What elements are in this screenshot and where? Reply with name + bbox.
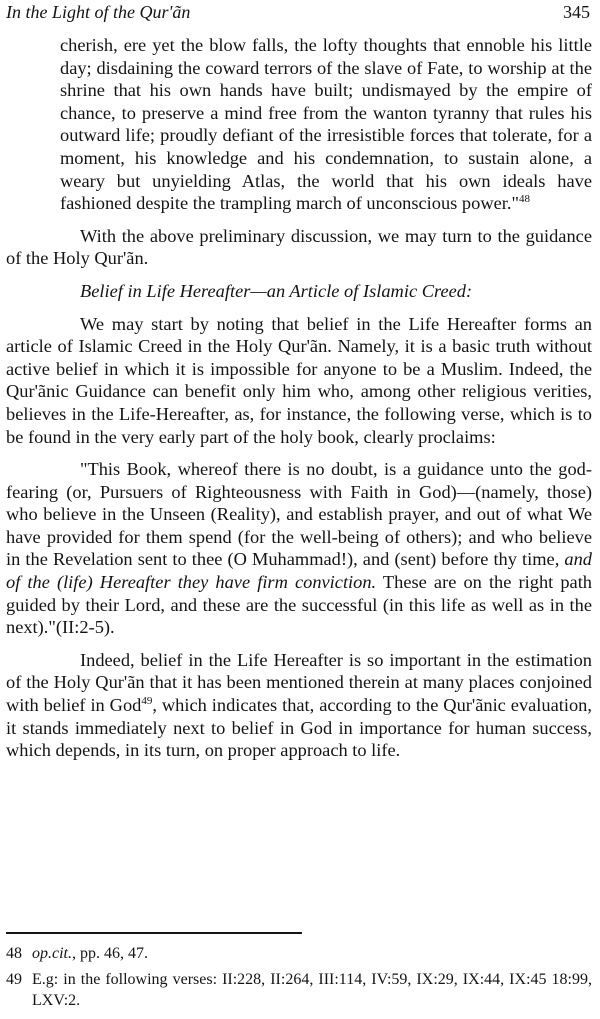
footnote-body: , pp. 46, 47. bbox=[72, 945, 148, 962]
footnote-49 bbox=[6, 969, 592, 1011]
footnote-rule bbox=[6, 932, 302, 934]
paragraph-transition: With the above preliminary discussion, we may turn to the guidance of the Holy Qur'ãn. bbox=[6, 225, 592, 269]
verse-quote bbox=[6, 458, 592, 639]
verse-text-italic: and of the (life) Hereafter they have firm conviction. bbox=[6, 549, 592, 593]
footnote-text bbox=[32, 969, 592, 1011]
importance-text-2: , which indicates that, according to the Qur'ãnic evaluation, it stands immediately next to belief in God in importance for human success, which depends, in its turn, on proper approach to life. bbox=[6, 695, 592, 761]
running-header bbox=[6, 2, 590, 26]
main-text bbox=[6, 34, 592, 762]
footnote-ref-48: 48 bbox=[518, 193, 530, 206]
running-title: In the Light of the Qur'ãn bbox=[6, 2, 191, 22]
footnote-ref-49: 49 bbox=[141, 694, 153, 707]
footnote-48 bbox=[6, 943, 592, 964]
paragraph-importance bbox=[6, 649, 592, 762]
footnote-number: 48 bbox=[6, 945, 22, 962]
section-heading: Belief in Life Hereafter—an Article of Islamic Creed: bbox=[80, 280, 473, 301]
paragraph-creed: We may start by noting that belief in the Life Hereafter forms an article of Islamic Creed in the Holy Qur'ãn. Namely, it is a basic truth without active belief in which it is impossible for anyone to be a Muslim. Indeed, the Qur'ãnic Guidance can benefit only him who, among other religious verities, believes in the Life-Hereafter, as, for instance, the following verse, which is to be found in the very early part of the holy book, clearly proclaims: bbox=[6, 313, 592, 447]
footnote-italic: op.cit. bbox=[32, 945, 72, 962]
importance-text-1: Indeed, belief in the Life Hereafter is so important in the estimation of the Holy Qur'ãn that it has been mentioned therein at many places conjoined with belief in God bbox=[6, 649, 592, 716]
page-number: 345 bbox=[563, 2, 590, 22]
footnote-text bbox=[32, 943, 592, 964]
footnote-number: 49 bbox=[6, 971, 22, 988]
footnotes bbox=[6, 943, 592, 1016]
quote-text: cherish, ere yet the blow falls, the lofty thoughts that ennoble his little day; disdaining the coward terrors of the slave of Fate, to worship at the shrine that his own hands have built; undismayed by the empire of chance, to preserve a mind free from the wanton tyranny that rules his outward life; proudly defiant of the irresistible forces that tolerate, for a moment, his knowledge and his condemnation, to sustain alone, a weary but unyielding Atlas, the world that his own ideals have fashioned despite the trampling march of unconscious power." bbox=[60, 35, 592, 214]
verse-text-part1: "This Book, whereof there is no doubt, is a guidance unto the god-fearing (or, Pursuers of Righteousness with Faith in God)—(namely, those) who believe in the Unseen (Reality), and establish prayer, and out of what We have provided for them spend (for the well-being of others); and who believe in the Revelation sent to thee (O Muhammad!), and (sent) before thy time, bbox=[6, 459, 592, 570]
block-quote-continuation bbox=[6, 34, 592, 215]
verse-text-part2: These are on the right path guided by their Lord, and these are the successful (in this life as well as in the next)."(II:2-5). bbox=[6, 572, 592, 638]
footnote-body: E.g: in the following verses: II:228, II:264, III:114, IV:59, IX:29, IX:44, IX:45 18:99, LXV:2. bbox=[32, 971, 592, 1009]
